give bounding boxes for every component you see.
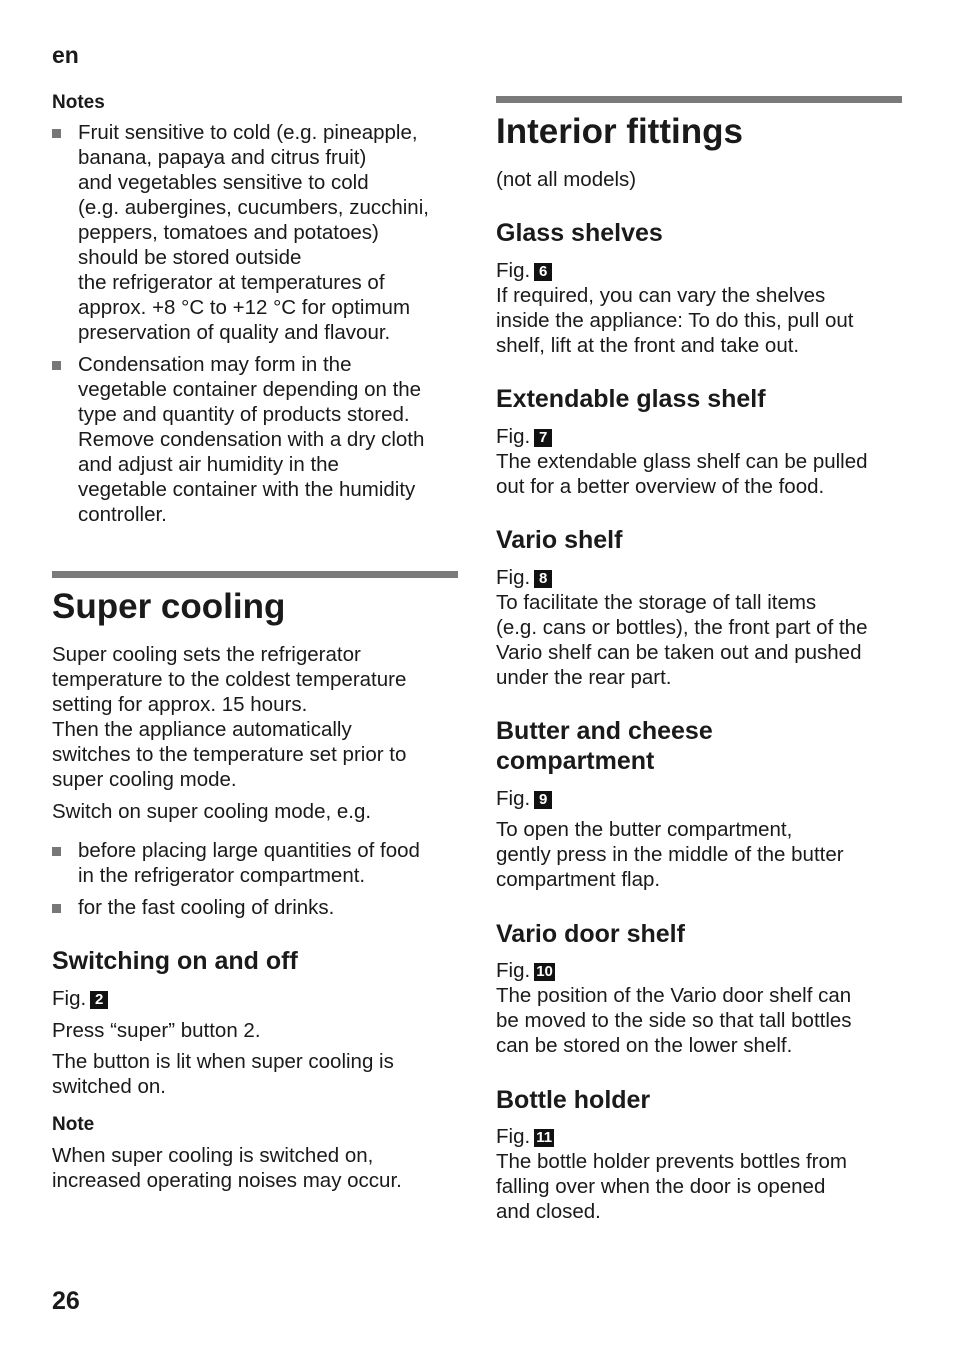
bottle-holder-text: The bottle holder prevents bottles from falling over when the door is opened and closed.	[496, 1150, 847, 1223]
notes-item-text: Condensation may form in the vegetable container depending on the type and quantity of products stored. Remove condensation with a dry cloth and adjust air humidity in the vegetable container with the humidity controller.	[78, 353, 425, 526]
interior-fittings-title: Interior fittings	[496, 112, 743, 151]
figure-number: 2	[90, 991, 108, 1009]
notes-item	[52, 120, 452, 345]
extendable-shelf-text: The extendable glass shelf can be pulled out for a better overview of the food.	[496, 450, 868, 498]
figure-reference	[496, 424, 552, 449]
super-cooling-item-text: for the fast cooling of drinks.	[78, 896, 335, 919]
extendable-shelf-title: Extendable glass shelf	[496, 385, 766, 413]
vario-shelf-title: Vario shelf	[496, 526, 623, 554]
figure-reference	[52, 986, 108, 1011]
super-cooling-title: Super cooling	[52, 587, 286, 626]
figure-number: 9	[534, 791, 552, 809]
super-cooling-item-text: before placing large quantities of food in the refrigerator compartment.	[78, 839, 420, 887]
page-number: 26	[52, 1287, 80, 1315]
glass-shelves-title: Glass shelves	[496, 219, 663, 247]
figure-reference	[496, 958, 555, 983]
figure-reference	[496, 786, 552, 811]
section-divider	[52, 571, 458, 578]
butter-compartment-text: To open the butter compartment, gently press in the middle of the butter compartment flap.	[496, 818, 844, 891]
super-cooling-item	[52, 895, 452, 920]
bullet-square-icon	[52, 847, 61, 856]
notes-heading: Notes	[52, 92, 105, 113]
vario-door-shelf-text: The position of the Vario door shelf can be moved to the side so that tall bottles can be stored on the lower shelf.	[496, 984, 852, 1057]
language-code: en	[52, 42, 79, 68]
press-button-text: Press “super” button 2.	[52, 1019, 261, 1042]
figure-number: 7	[534, 429, 552, 447]
switch-on-text: Switch on super cooling mode, e.g.	[52, 800, 372, 823]
notes-item	[52, 352, 452, 527]
switching-title: Switching on and off	[52, 947, 298, 975]
notes-item-text: Fruit sensitive to cold (e.g. pineapple, banana, papaya and citrus fruit) and vegetables sensitive to cold (e.g. aubergines, cucumbers, zucchini, peppers, tomatoes and potatoes) should be stored outside the refrigerator at temperatures of approx. +8 °C to +12 °C for optimum preservation of quality and flavour.	[78, 121, 429, 344]
figure-number: 8	[534, 570, 552, 588]
figure-number: 10	[536, 963, 553, 980]
vario-door-shelf-title: Vario door shelf	[496, 920, 685, 948]
figure-label: Fig.	[496, 566, 531, 589]
figure-label: Fig.	[496, 425, 531, 448]
button-lit-text: The button is lit when super cooling is switched on.	[52, 1050, 394, 1098]
bullet-square-icon	[52, 361, 61, 370]
figure-reference	[496, 258, 552, 283]
figure-reference	[496, 565, 552, 590]
figure-number: 11	[536, 1129, 553, 1146]
note-heading: Note	[52, 1114, 95, 1135]
butter-compartment-title: Butter and cheese compartment	[496, 717, 713, 775]
bullet-square-icon	[52, 904, 61, 913]
figure-label: Fig.	[496, 1125, 531, 1148]
figure-number: 6	[534, 263, 552, 281]
figure-reference	[496, 1124, 554, 1149]
interior-fittings-subtitle: (not all models)	[496, 168, 637, 191]
bullet-square-icon	[52, 129, 61, 138]
super-cooling-item	[52, 838, 452, 888]
figure-label: Fig.	[496, 959, 531, 982]
figure-label: Fig.	[52, 987, 87, 1010]
section-divider	[496, 96, 902, 103]
glass-shelves-text: If required, you can vary the shelves inside the appliance: To do this, pull out shelf, lift at the front and take out.	[496, 284, 854, 357]
vario-shelf-text: To facilitate the storage of tall items (e.g. cans or bottles), the front part of the Vario shelf can be taken out and pushed under the rear part.	[496, 591, 868, 689]
figure-label: Fig.	[496, 787, 531, 810]
figure-label: Fig.	[496, 259, 531, 282]
note-text: When super cooling is switched on, increased operating noises may occur.	[52, 1144, 402, 1192]
bottle-holder-title: Bottle holder	[496, 1086, 651, 1114]
super-cooling-intro: Super cooling sets the refrigerator temperature to the coldest temperature setting for approx. 15 hours. Then the appliance automatically switches to the temperature set prior to super cooling mode.	[52, 643, 407, 791]
